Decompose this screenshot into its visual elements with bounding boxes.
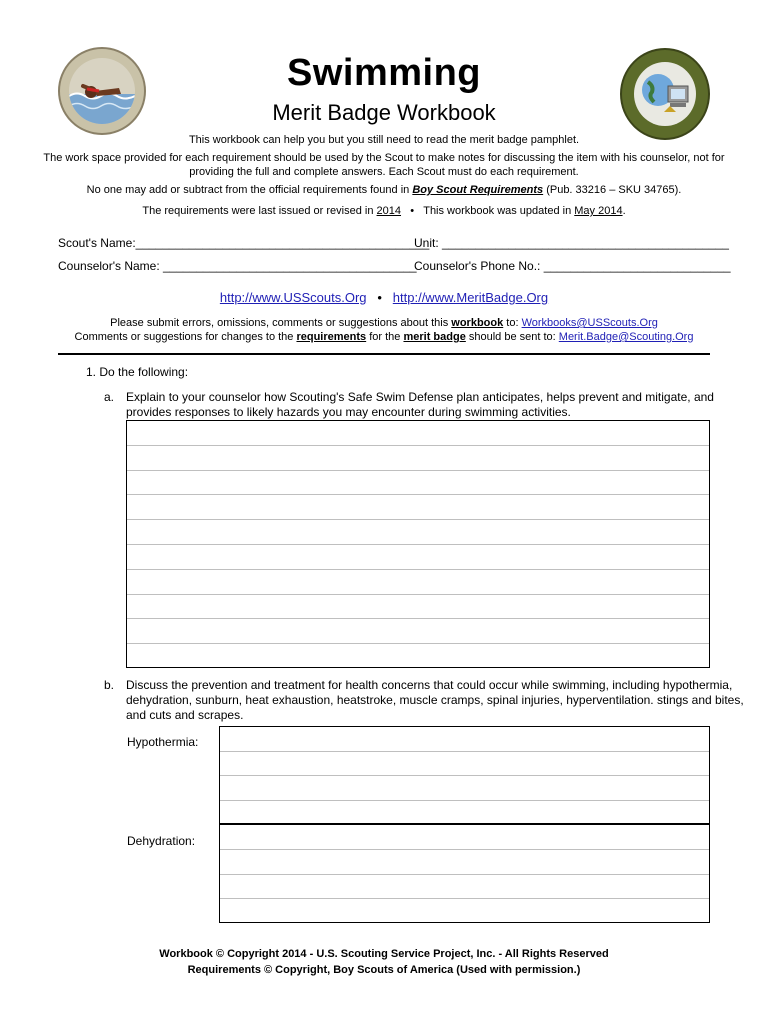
requirement-1a-text-2: provides responses to likely hazards you may encounter during swimming activities.	[126, 405, 571, 419]
hypothermia-answer-box[interactable]	[219, 726, 710, 824]
counselor-name-field[interactable]: Counselor's Name: ______________________________________	[58, 259, 417, 273]
submit-line1-pre: Please submit errors, omissions, comments or suggestions about this	[110, 317, 452, 329]
answer-line[interactable]	[127, 421, 709, 446]
footer-copyright-requirements: Requirements © Copyright, Boy Scouts of America (Used with permission.)	[187, 964, 581, 976]
requirement-1a-text-1: Explain to your counselor how Scouting's Safe Swim Defense plan anticipates, helps prevent and mitigate, and	[126, 390, 714, 404]
answer-line[interactable]	[220, 850, 709, 875]
revision-line	[0, 204, 768, 218]
answer-line[interactable]	[220, 825, 709, 850]
requirement-1b-text-3: and cuts and scrapes.	[126, 708, 244, 722]
answer-line[interactable]	[220, 752, 709, 777]
answer-line[interactable]	[127, 520, 709, 545]
requirement-1a-label: a.	[104, 390, 115, 404]
header-divider	[58, 353, 710, 355]
boy-scout-requirements-title: Boy Scout Requirements	[412, 184, 544, 196]
answer-line[interactable]	[127, 545, 709, 570]
requirements-word: requirements	[296, 331, 367, 343]
intro-line-3	[0, 183, 768, 197]
requirement-1b-text-1: Discuss the prevention and treatment for health concerns that could occur while swimming, including hypothermia,	[126, 678, 733, 692]
answer-line[interactable]	[127, 619, 709, 644]
bullet-separator: •	[410, 205, 415, 217]
intro-line-3-pre: No one may add or subtract from the official requirements found in	[86, 184, 413, 196]
footer-copyright-workbook: Workbook © Copyright 2014 - U.S. Scouting Service Project, Inc. - All Rights Reserved	[159, 948, 609, 960]
intro-line-2a: The work space provided for each requirement should be used by the Scout to make notes for discussing the item with his counselor, not for	[43, 152, 725, 164]
issued-label: The requirements were last issued or revised in	[142, 205, 377, 217]
intro-line-2b: providing the full and complete answers. Each Scout must do each requirement.	[189, 166, 579, 178]
submit-changes-line	[0, 330, 768, 344]
merit-badge-word: merit badge	[403, 331, 466, 343]
issued-year: 2014	[376, 205, 402, 217]
page-title: Swimming	[286, 52, 482, 94]
submit-line2-pre: Comments or suggestions for changes to the	[74, 331, 297, 343]
usscouts-link[interactable]: http://www.USScouts.Org	[219, 290, 367, 305]
links-separator: •	[377, 290, 382, 305]
dehydration-label: Dehydration:	[127, 834, 196, 848]
page-subtitle: Merit Badge Workbook	[272, 100, 496, 125]
scout-name-field[interactable]: Scout's Name:____________________________________________	[58, 236, 430, 250]
answer-line[interactable]	[220, 727, 709, 752]
intro-line-3-post: (Pub. 33216 – SKU 34765).	[543, 184, 682, 196]
workbook-word: workbook	[451, 317, 504, 329]
answer-line[interactable]	[127, 495, 709, 520]
answer-line[interactable]	[127, 595, 709, 620]
answer-line[interactable]	[127, 446, 709, 471]
website-links	[0, 290, 768, 305]
answer-line[interactable]	[220, 875, 709, 900]
updated-date: May 2014	[574, 205, 623, 217]
answer-box-1a[interactable]	[126, 420, 710, 668]
submit-errors-line	[0, 316, 768, 330]
counselor-phone-field[interactable]: Counselor's Phone No.: ____________________________	[414, 259, 731, 273]
updated-label: This workbook was updated in	[423, 205, 575, 217]
answer-line[interactable]	[127, 471, 709, 496]
answer-line[interactable]	[127, 570, 709, 595]
submit-line2-post: should be sent to:	[465, 331, 559, 343]
intro-line-1: This workbook can help you but you still need to read the merit badge pamphlet.	[188, 134, 580, 146]
requirement-1: 1. Do the following:	[86, 365, 189, 379]
unit-field[interactable]: Unit: ___________________________________________	[414, 236, 729, 250]
requirement-1b-label: b.	[104, 678, 115, 692]
hypothermia-label: Hypothermia:	[127, 735, 199, 749]
answer-line[interactable]	[220, 899, 709, 924]
answer-line[interactable]	[220, 801, 709, 826]
submit-line2-mid: for the	[366, 331, 404, 343]
answer-line[interactable]	[220, 776, 709, 801]
workbooks-email-link[interactable]: Workbooks@USScouts.Org	[521, 317, 658, 329]
answer-line[interactable]	[127, 644, 709, 669]
submit-line1-mid: to:	[503, 317, 522, 329]
updated-post: .	[622, 205, 626, 217]
requirement-1b-text-2: dehydration, sunburn, heat exhaustion, heatstroke, muscle cramps, spinal injuries, hyperventilation. stings and bites,	[126, 693, 744, 707]
meritbadge-link[interactable]: http://www.MeritBadge.Org	[392, 290, 549, 305]
dehydration-answer-box[interactable]	[219, 824, 710, 923]
merit-badge-email-link[interactable]: Merit.Badge@Scouting.Org	[558, 331, 694, 343]
